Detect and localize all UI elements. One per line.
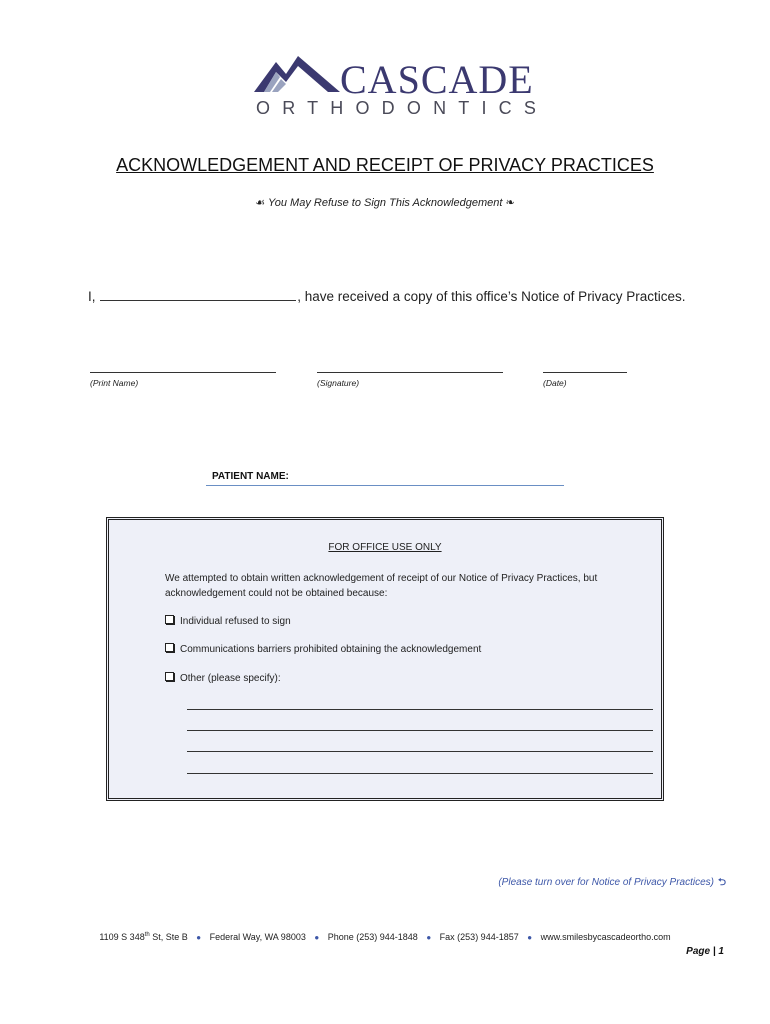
mountain-logo-icon — [250, 52, 342, 98]
fleuron-left-icon: ☙ — [255, 197, 266, 209]
print-name-line[interactable] — [90, 372, 276, 373]
checkbox-icon[interactable] — [165, 615, 174, 624]
checkbox-icon[interactable] — [165, 643, 174, 652]
bullet-icon: ● — [196, 933, 202, 942]
footer-address: 1109 S 348th St, Ste B — [99, 932, 188, 942]
option-label: Individual refused to sign — [180, 616, 291, 627]
footer-city: Federal Way, WA 98003 — [209, 932, 306, 942]
turn-arrow-icon: ⮌ — [717, 877, 726, 888]
footer-contact — [0, 932, 770, 942]
option-other[interactable] — [165, 672, 281, 684]
refuse-notice-text: You May Refuse to Sign This Acknowledgement — [268, 197, 503, 209]
option-communication-barriers[interactable] — [165, 643, 481, 655]
brand-name: CASCADE — [340, 57, 534, 102]
option-refused[interactable] — [165, 615, 291, 627]
refuse-notice — [0, 196, 770, 209]
option-label: Communications barriers prohibited obtaining the acknowledgement — [180, 644, 482, 655]
signature-label: (Signature) — [317, 378, 360, 388]
footer-phone: Phone (253) 944-1848 — [327, 932, 418, 942]
option-label: Other (please specify): — [180, 673, 281, 684]
footer-fax: Fax (253) 944-1857 — [439, 932, 519, 942]
other-specify-line[interactable] — [187, 751, 653, 752]
fleuron-right-icon: ❧ — [505, 197, 515, 209]
office-use-box — [106, 517, 664, 801]
turn-over-text: (Please turn over for Notice of Privacy Practices) — [498, 877, 714, 888]
patient-name-label: PATIENT NAME: — [212, 471, 289, 482]
patient-name-field[interactable] — [206, 485, 564, 486]
other-specify-line[interactable] — [187, 709, 653, 710]
document-title: ACKNOWLEDGEMENT AND RECEIPT OF PRIVACY PRACTICES — [116, 155, 654, 175]
turn-over-note — [498, 875, 726, 892]
bullet-icon: ● — [426, 933, 432, 942]
print-name-label: (Print Name) — [90, 378, 139, 388]
receipt-statement — [88, 288, 685, 304]
receipt-prefix: I, — [88, 289, 96, 304]
date-line[interactable] — [543, 372, 627, 373]
receipt-suffix: , have received a copy of this office’s Notice of Privacy Practices. — [297, 289, 686, 304]
office-use-title: FOR OFFICE USE ONLY — [328, 542, 442, 553]
other-specify-line[interactable] — [187, 730, 653, 731]
bullet-icon: ● — [527, 933, 533, 942]
bullet-icon: ● — [314, 933, 320, 942]
office-use-intro: We attempted to obtain written acknowledgement of receipt of our Notice of Privacy Practices, but acknowledgement could not be obtained because: — [165, 573, 598, 599]
other-specify-line[interactable] — [187, 773, 653, 774]
signature-line[interactable] — [317, 372, 503, 373]
brand-subtitle: ORTHODONTICS — [256, 98, 549, 118]
footer-website[interactable]: www.smilesbycascadeortho.com — [540, 932, 671, 942]
page-number: Page | 1 — [686, 946, 724, 957]
name-blank-field[interactable] — [100, 288, 296, 301]
checkbox-icon[interactable] — [165, 672, 174, 681]
date-label: (Date) — [543, 378, 567, 388]
